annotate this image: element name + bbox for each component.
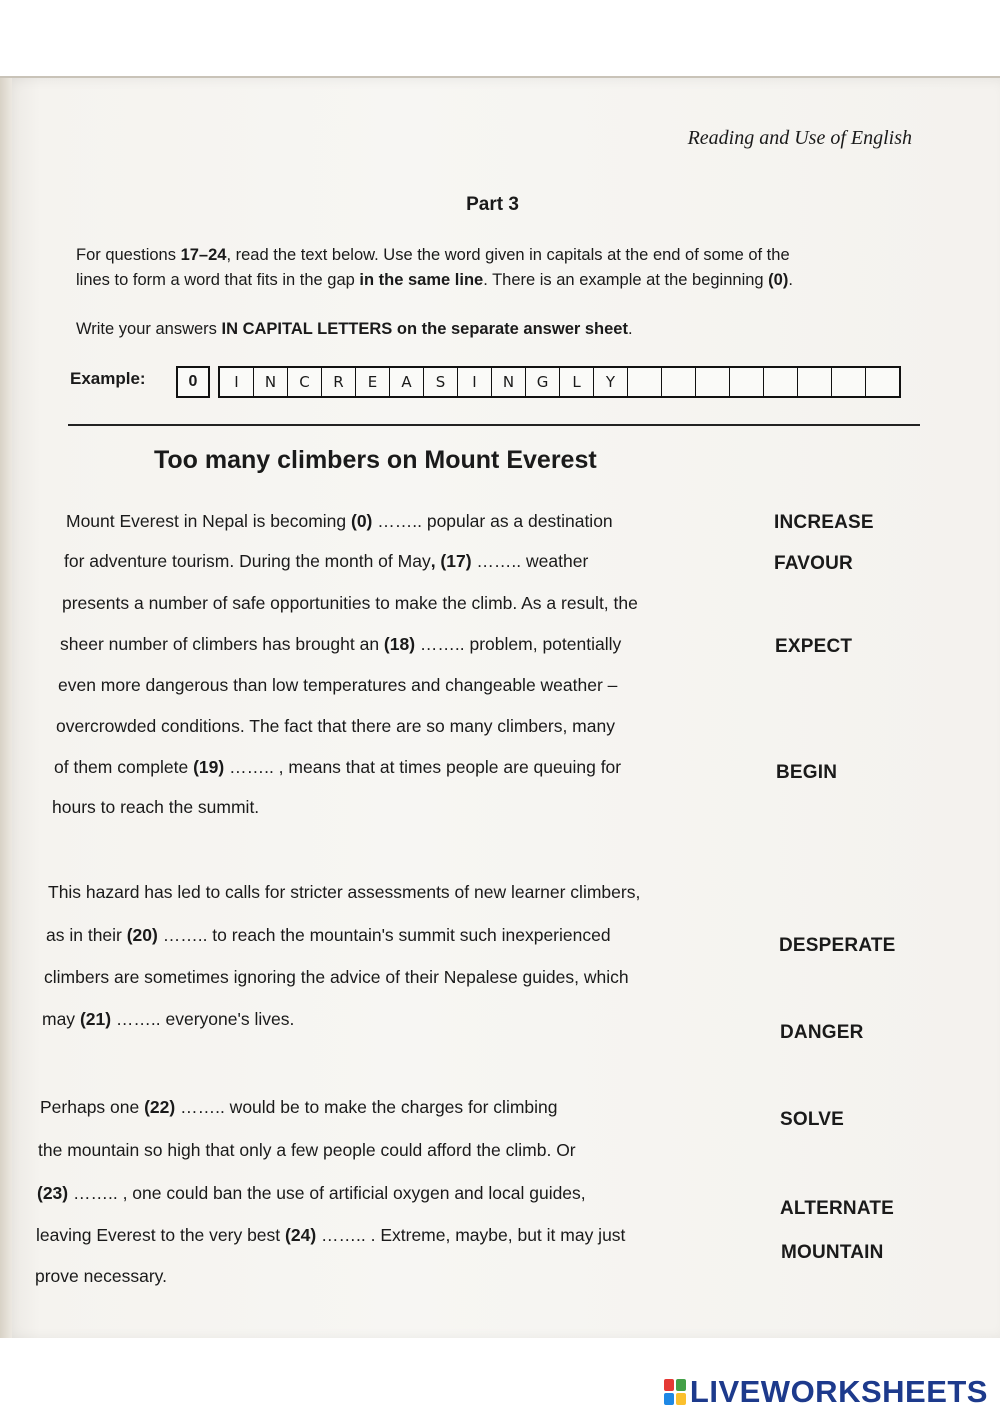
letter-cell (730, 368, 764, 396)
keyword-solve: SOLVE (780, 1109, 844, 1130)
p3-line-3: (23) …….. , one could ban the use of artificial oxygen and local guides, (37, 1183, 586, 1203)
p2-line-1: This hazard has led to calls for stricter assessments of new learner climbers, (48, 882, 641, 902)
letter-cell: R (322, 368, 356, 396)
letter-cell: L (560, 368, 594, 396)
letter-cell: C (288, 368, 322, 396)
instruction-line-1: For questions 17–24, read the text below. Use the word given in capitals at the end of some of the (76, 246, 790, 264)
letter-cell (662, 368, 696, 396)
p2-line-4: may (21) …….. everyone's lives. (42, 1009, 295, 1029)
letter-boxes (218, 366, 901, 398)
text-title: Too many climbers on Mount Everest (154, 446, 597, 474)
letter-cell: E (356, 368, 390, 396)
example-answer-boxes (176, 366, 901, 398)
p1-line-7: of them complete (19) …….. , means that at times people are queuing for (54, 757, 622, 777)
keyword-desperate: DESPERATE (779, 935, 896, 956)
keyword-danger: DANGER (780, 1022, 864, 1043)
write-answers-instruction: Write your answers IN CAPITAL LETTERS on the separate answer sheet. (76, 320, 633, 338)
p1-line-2: for adventure tourism. During the month of May, (17) …….. weather (64, 551, 589, 571)
keyword-increase: INCREASE (774, 512, 874, 533)
p3-line-4: leaving Everest to the very best (24) …….. . Extreme, maybe, but it may just (36, 1225, 626, 1245)
letter-cell: I (220, 368, 254, 396)
instruction-line-2: lines to form a word that fits in the gap in the same line. There is an example at the beginning (0). (76, 271, 793, 289)
p1-line-6: overcrowded conditions. The fact that there are so many climbers, many (56, 716, 615, 736)
p1-line-8: hours to reach the summit. (52, 797, 260, 817)
brand-name: LIVEWORKSHEETS (689, 1374, 988, 1409)
letter-cell: G (526, 368, 560, 396)
letter-cell (866, 368, 899, 396)
running-head: Reading and Use of English (687, 127, 912, 149)
liveworksheets-logo (664, 1374, 988, 1410)
example-label: Example: (70, 369, 146, 388)
photo-background-top (0, 0, 1000, 78)
p3-line-5: prove necessary. (35, 1266, 167, 1286)
p1-line-5: even more dangerous than low temperatures and changeable weather – (58, 675, 618, 695)
keyword-favour: FAVOUR (774, 553, 853, 574)
letter-cell: Y (594, 368, 628, 396)
letter-cell: S (424, 368, 458, 396)
letter-cell: N (492, 368, 526, 396)
letter-cell: N (254, 368, 288, 396)
letter-cell (764, 368, 798, 396)
p2-line-3: climbers are sometimes ignoring the advice of their Nepalese guides, which (44, 967, 629, 987)
p3-line-2: the mountain so high that only a few people could afford the climb. Or (38, 1140, 576, 1160)
p1-line-1: Mount Everest in Nepal is becoming (0) …….. popular as a destination (66, 511, 613, 531)
keyword-alternate: ALTERNATE (780, 1198, 895, 1219)
keyword-expect: EXPECT (775, 636, 853, 657)
letter-cell (696, 368, 730, 396)
example-number-box: 0 (176, 366, 210, 398)
liveworksheets-logo-icon (664, 1379, 686, 1405)
letter-cell (798, 368, 832, 396)
p1-line-3: presents a number of safe opportunities to make the climb. As a result, the (62, 593, 638, 613)
p3-line-1: Perhaps one (22) …….. would be to make the charges for climbing (40, 1097, 558, 1117)
p2-line-2: as in their (20) …….. to reach the mountain's summit such inexperienced (46, 925, 611, 945)
keyword-mountain: MOUNTAIN (781, 1242, 884, 1263)
letter-cell (832, 368, 866, 396)
part-title: Part 3 (466, 194, 519, 215)
letter-cell: A (390, 368, 424, 396)
divider-rule (68, 424, 920, 426)
page-edge (0, 78, 12, 1340)
keyword-begin: BEGIN (776, 762, 838, 783)
letter-cell: I (458, 368, 492, 396)
letter-cell (628, 368, 662, 396)
p1-line-4: sheer number of climbers has brought an (18) …….. problem, potentially (60, 634, 622, 654)
